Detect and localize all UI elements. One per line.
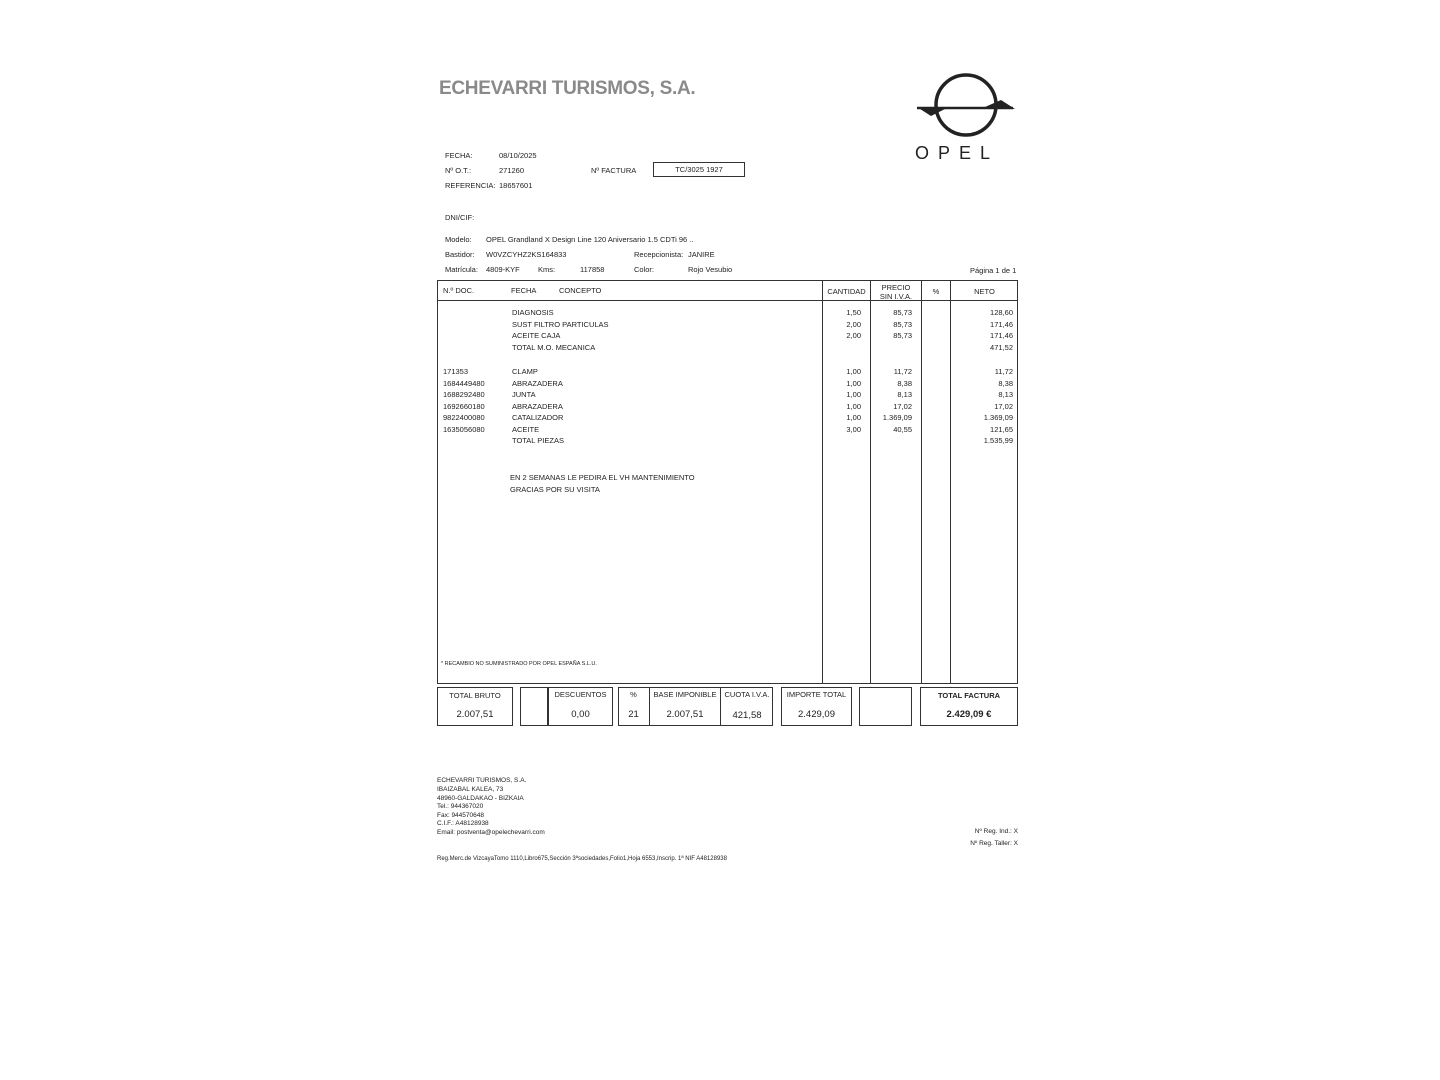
item-cantidad: 1,00 (846, 390, 861, 399)
item-description: CLAMP (512, 367, 538, 376)
factura-label: Nº FACTURA (591, 166, 637, 175)
item-cantidad: 1,00 (846, 413, 861, 422)
item-cantidad: 2,00 (846, 319, 861, 329)
matricula-value: 4809-KYF (486, 265, 520, 274)
reg-taller: Nº Reg. Taller: X (970, 840, 1018, 847)
blank-box (520, 687, 548, 726)
referencia-label: REFERENCIA: (445, 181, 496, 190)
item-description: ABRAZADERA (512, 378, 563, 388)
item-precio: 85,73 (893, 308, 912, 317)
importe-total-label: IMPORTE TOTAL (786, 690, 847, 699)
item-precio: 8,13 (897, 390, 912, 399)
header-neto: NETO (974, 287, 995, 296)
item-neto: 121,65 (990, 424, 1013, 434)
item-description: SUST FILTRO PARTICULAS (512, 319, 609, 329)
descuentos-value: 0,00 (571, 709, 590, 720)
brand-name: OPEL (915, 143, 1000, 163)
base-imponible-label: BASE IMPONIBLE (653, 690, 717, 699)
item-precio: 11,72 (893, 367, 912, 376)
modelo-label: Modelo: (445, 235, 472, 244)
modelo-value: OPEL Grandland X Design Line 120 Aniversario 1.5 CDTi 96 .. (486, 235, 694, 244)
item-cantidad: 3,00 (846, 424, 861, 434)
item-doc: 9822400080 (443, 413, 485, 422)
line-items-table (437, 280, 1018, 684)
item-neto: 171,46 (990, 319, 1013, 329)
item-neto: 471,52 (990, 342, 1013, 352)
factura-number: TC/3025 1927 (653, 162, 745, 177)
total-bruto-value: 2.007,51 (456, 709, 494, 720)
iva-pct-label: % (630, 690, 637, 699)
item-neto: 17,02 (994, 401, 1013, 411)
note-line: EN 2 SEMANAS LE PEDIRA EL VH MANTENIMIENTO (510, 473, 695, 482)
cuota-iva-value: 421,58 (732, 710, 762, 721)
iva-pct-value: 21 (628, 709, 639, 720)
kms-value: 117858 (580, 265, 605, 274)
ot-value: 271260 (499, 166, 525, 175)
item-description: TOTAL PIEZAS (512, 436, 564, 445)
item-cantidad: 1,50 (846, 308, 861, 317)
fecha-label: FECHA: (445, 151, 473, 160)
item-description: ABRAZADERA (512, 401, 563, 411)
item-neto: 1.535,99 (983, 436, 1013, 445)
item-precio: 1.369,09 (882, 413, 912, 422)
bastidor-label: Bastidor: (445, 250, 475, 259)
item-cantidad: 2,00 (846, 331, 861, 340)
blank-box (859, 687, 912, 726)
footer-email[interactable]: Email: postventa@opelechevarri.com (437, 829, 545, 836)
page-indicator: Página 1 de 1 (970, 266, 1017, 275)
item-doc: 1688292480 (443, 390, 485, 399)
total-factura-value: 2.429,09 € (946, 709, 992, 720)
item-cantidad: 1,00 (846, 378, 861, 388)
item-neto: 128,60 (990, 308, 1013, 317)
recepcionista-value: JANIRE (688, 250, 715, 259)
color-value: Rojo Vesubio (688, 265, 733, 274)
header-precio: PRECIO (881, 283, 911, 292)
matricula-label: Matrícula: (445, 265, 478, 274)
total-bruto-label: TOTAL BRUTO (449, 691, 501, 700)
footer-line: IBAIZABAL KALEA, 73 (437, 786, 504, 793)
footer-line: 48960-GALDAKAO - BIZKAIA (437, 795, 524, 802)
header-cantidad: CANTIDAD (827, 287, 866, 296)
item-neto: 1.369,09 (983, 413, 1013, 422)
item-neto: 8,38 (998, 378, 1013, 388)
ot-label: Nº O.T.: (445, 166, 472, 175)
footer-line: Fax: 944570648 (437, 812, 484, 819)
footer-line: C.I.F.: A48128938 (437, 820, 489, 827)
base-imponible-value: 2.007,51 (666, 709, 704, 720)
descuentos-label: DESCUENTOS (554, 690, 607, 699)
note-line: GRACIAS POR SU VISITA (510, 485, 600, 494)
cuota-iva-label: CUOTA I.V.A. (724, 690, 770, 699)
reg-ind: Nº Reg. Ind.: X (974, 828, 1018, 835)
item-precio: 17,02 (893, 401, 912, 411)
item-neto: 171,46 (990, 331, 1013, 340)
item-precio: 85,73 (893, 319, 912, 329)
recepcionista-label: Recepcionista: (634, 250, 684, 259)
header-sin-iva: SIN I.V.A. (879, 292, 913, 301)
item-description: TOTAL M.O. MECANICA (512, 342, 596, 352)
registro-mercantil: Reg.Merc.de VizcayaTomo 1110,Libro675,Sección 3ªsociedades,Folio1,Hoja 6553,Inscrip. 1ª NIF A48128938 (437, 856, 727, 862)
item-cantidad: 1,00 (846, 401, 861, 411)
company-name: ECHEVARRI TURISMOS, S.A. (439, 78, 696, 99)
item-description: CATALIZADOR (512, 413, 564, 422)
total-factura-label: TOTAL FACTURA (937, 691, 1001, 700)
item-neto: 11,72 (994, 367, 1013, 376)
header-fecha: FECHA (511, 286, 537, 295)
footnote: * RECAMBIO NO SUMINISTRADO POR OPEL ESPAÑA S.L.U. (441, 661, 597, 667)
opel-logo-icon (915, 72, 1017, 138)
item-cantidad: 1,00 (846, 367, 861, 376)
header-concepto: CONCEPTO (559, 286, 602, 295)
kms-label: Kms: (538, 265, 556, 274)
header-doc: N.º DOC. (443, 286, 475, 295)
importe-total-value: 2.429,09 (798, 709, 835, 720)
bastidor-value: W0VZCYHZ2KS164833 (486, 250, 567, 259)
header-pct: % (932, 287, 940, 296)
item-precio: 40,55 (893, 424, 912, 434)
item-precio: 85,73 (893, 331, 912, 340)
item-doc: 1635056080 (443, 424, 485, 434)
color-label: Color: (634, 265, 655, 274)
item-doc: 171353 (443, 367, 469, 376)
dni-label: DNI/CIF: (445, 213, 475, 222)
footer-line: Tel.: 944367020 (437, 803, 484, 810)
item-description: JUNTA (512, 390, 536, 399)
fecha-value: 08/10/2025 (499, 151, 537, 160)
footer-line: ECHEVARRI TURISMOS, S.A. (437, 777, 527, 784)
item-doc: 1692660180 (443, 401, 485, 411)
item-description: ACEITE CAJA (512, 331, 561, 340)
referencia-value: 18657601 (499, 181, 533, 190)
item-doc: 1684449480 (443, 378, 485, 388)
item-neto: 8,13 (998, 390, 1013, 399)
item-description: DIAGNOSIS (512, 308, 554, 317)
item-precio: 8,38 (897, 378, 912, 388)
item-description: ACEITE (512, 424, 540, 434)
